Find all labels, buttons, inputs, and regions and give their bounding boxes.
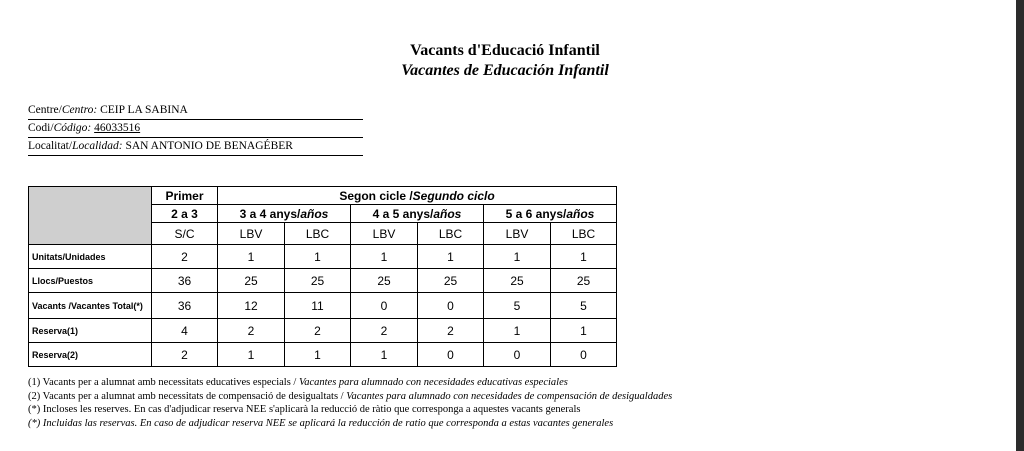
row-label: Llocs/Puestos <box>29 269 152 293</box>
type-cell: LBV <box>484 223 551 245</box>
type-cell: S/C <box>152 223 218 245</box>
table-row <box>29 269 617 293</box>
note-1-ca: (1) Vacants per a alumnat amb necessitats educatives especials / <box>28 377 299 388</box>
value-cell: 25 <box>418 269 484 293</box>
value-cell: 1 <box>285 343 351 367</box>
value-cell: 12 <box>218 293 285 319</box>
header-age-5-6 <box>484 205 617 223</box>
centre-label-ca: Centre/ <box>28 104 62 116</box>
value-cell: 25 <box>484 269 551 293</box>
value-cell: 2 <box>218 319 285 343</box>
value-cell: 1 <box>484 319 551 343</box>
table-row <box>29 245 617 269</box>
value-cell: 0 <box>351 293 418 319</box>
codi-value: 46033516 <box>94 122 141 134</box>
value-cell: 25 <box>285 269 351 293</box>
type-cell: LBV <box>218 223 285 245</box>
note-3: (*) Incloses les reserves. En cas d'adjudicar reserva NEE s'aplicarà la reducció de ràtio que corresponga a aquestes vacants generals <box>28 404 581 415</box>
title-catalan: Vacants d'Educació Infantil <box>410 42 600 59</box>
value-cell: 2 <box>418 319 484 343</box>
value-cell: 2 <box>152 343 218 367</box>
header-primer: Primer <box>152 187 218 205</box>
value-cell: 25 <box>351 269 418 293</box>
header-age-3-4 <box>218 205 351 223</box>
localitat-label-ca: Localitat/ <box>28 140 73 152</box>
note-2-ca: (2) Vacants per a alumnat amb necessitats de compensació de desigualtats / <box>28 390 347 402</box>
value-cell: 5 <box>551 293 617 319</box>
value-cell: 4 <box>152 319 218 343</box>
age-3-4-label: 3 a 4 anys/ <box>239 206 301 221</box>
value-cell: 0 <box>418 293 484 319</box>
localitat-label-es: Localidad: <box>72 140 123 152</box>
value-cell: 25 <box>551 269 617 293</box>
value-cell: 1 <box>351 245 418 269</box>
note-1-es: Vacantes para alumnado con necesidades educativas especiales <box>298 377 568 388</box>
row-label: Vacants /Vacantes Total(*) <box>29 293 152 319</box>
row-label: Reserva(1) <box>29 319 152 343</box>
localitat-value: SAN ANTONIO DE BENAGÉBER <box>125 140 293 152</box>
value-cell: 36 <box>152 269 218 293</box>
centre-value: CEIP LA SABINA <box>100 104 188 116</box>
note-1 <box>28 376 672 390</box>
codi-row <box>28 122 140 134</box>
right-edge-bar <box>1016 0 1024 451</box>
value-cell: 1 <box>351 343 418 367</box>
type-cell: LBV <box>351 223 418 245</box>
table-row <box>29 319 617 343</box>
value-cell: 0 <box>484 343 551 367</box>
title-spanish: Vacantes de Educación Infantil <box>401 62 609 79</box>
value-cell: 1 <box>218 343 285 367</box>
table-row <box>29 293 617 319</box>
value-cell: 36 <box>152 293 218 319</box>
value-cell: 2 <box>285 319 351 343</box>
age-4-5-label: 4 a 5 anys/ <box>372 206 434 221</box>
header-age-2-3: 2 a 3 <box>152 205 218 223</box>
type-cell: LBC <box>418 223 484 245</box>
vacancies-table <box>28 186 617 367</box>
value-cell: 1 <box>285 245 351 269</box>
localitat-underline <box>28 155 363 156</box>
note-4: (*) Incluidas las reservas. En caso de adjudicar reserva NEE se aplicará la reducción de ratio que corresponda a estas vacantes generales <box>28 417 614 429</box>
value-cell: 1 <box>551 319 617 343</box>
segon-es: Segundo ciclo <box>412 188 495 203</box>
age-4-5-anos: años <box>433 206 462 221</box>
value-cell: 1 <box>551 245 617 269</box>
type-cell: LBC <box>285 223 351 245</box>
centre-label-es: Centro: <box>61 104 98 116</box>
value-cell: 1 <box>484 245 551 269</box>
table-corner <box>29 187 152 245</box>
table-row <box>29 343 617 367</box>
row-label: Reserva(2) <box>29 343 152 367</box>
value-cell: 5 <box>484 293 551 319</box>
codi-label-es: Código: <box>53 122 92 134</box>
header-segon-cicle <box>218 187 617 205</box>
note-2 <box>28 390 672 404</box>
value-cell: 25 <box>218 269 285 293</box>
age-3-4-anos: años <box>300 206 329 221</box>
value-cell: 0 <box>551 343 617 367</box>
age-5-6-label: 5 a 6 anys/ <box>505 206 567 221</box>
codi-label-ca: Codi/ <box>28 122 54 134</box>
type-cell: LBC <box>551 223 617 245</box>
footnotes <box>28 376 672 430</box>
segon-ca: Segon cicle / <box>339 188 413 203</box>
centre-underline <box>28 119 363 120</box>
value-cell: 2 <box>152 245 218 269</box>
value-cell: 11 <box>285 293 351 319</box>
localitat-row <box>28 140 293 152</box>
centre-row <box>28 104 188 116</box>
value-cell: 2 <box>351 319 418 343</box>
codi-underline <box>28 137 363 138</box>
row-label: Unitats/Unidades <box>29 245 152 269</box>
note-2-es: Vacantes para alumnado con necesidades de compensación de desigualdades <box>346 390 673 402</box>
value-cell: 1 <box>218 245 285 269</box>
age-5-6-anos: años <box>566 206 595 221</box>
value-cell: 1 <box>418 245 484 269</box>
header-age-4-5 <box>351 205 484 223</box>
value-cell: 0 <box>418 343 484 367</box>
